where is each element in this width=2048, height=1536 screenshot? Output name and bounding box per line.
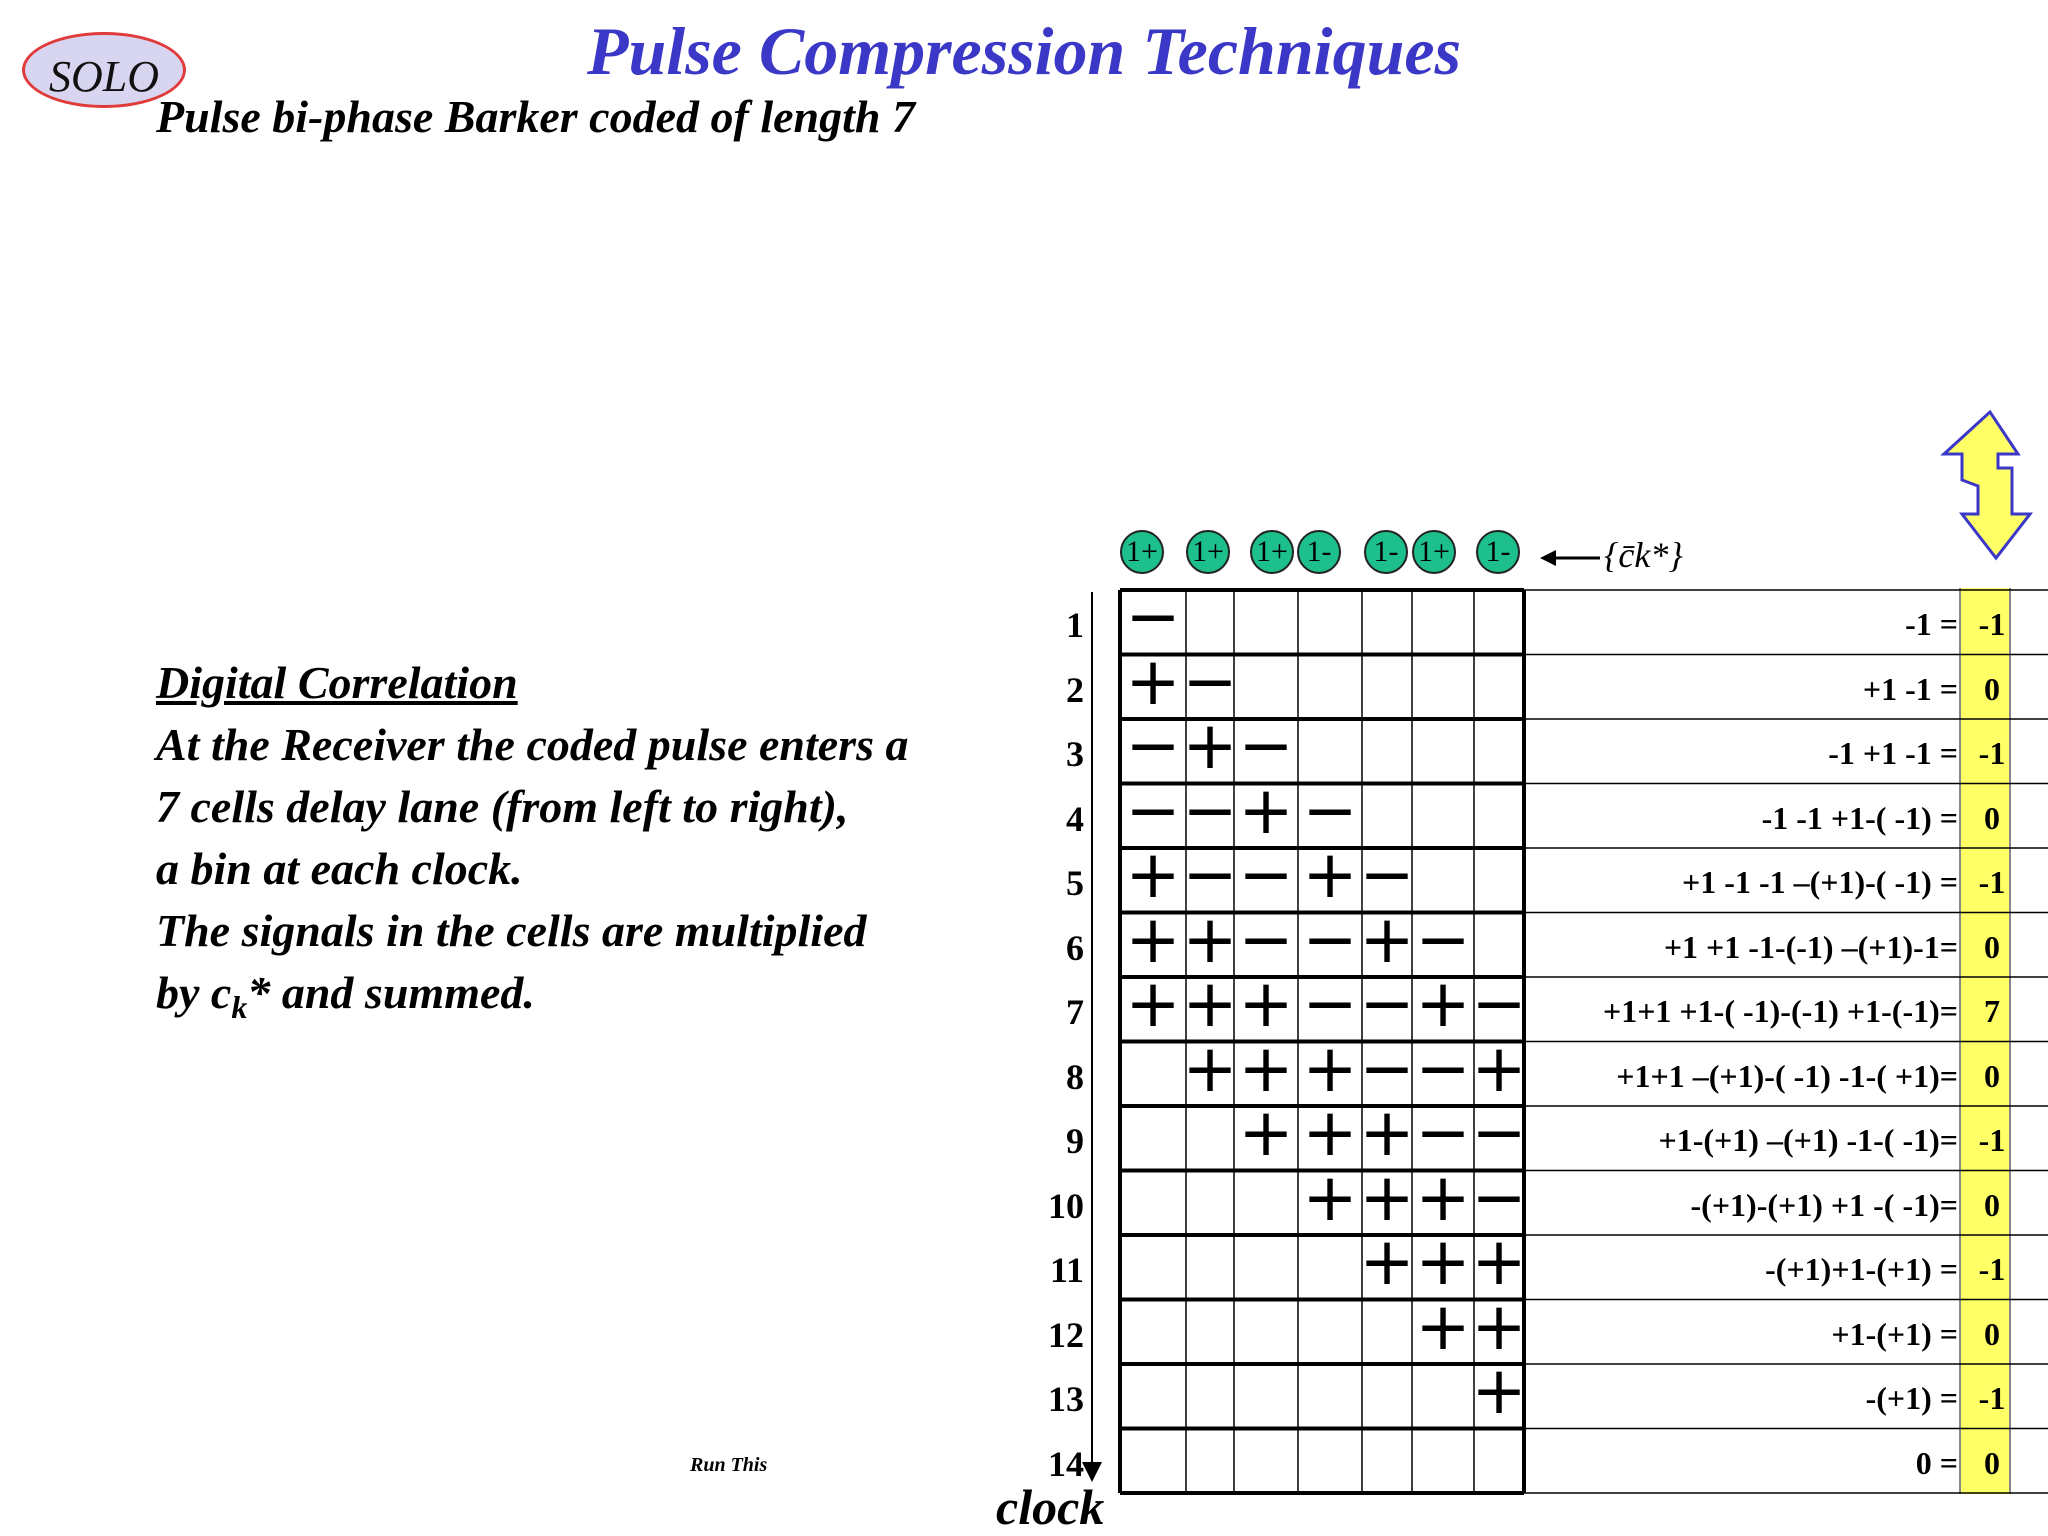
row-number: 8 [1066,1056,1084,1097]
cell-sign: − [1471,1158,1527,1236]
ck-arrow-icon [1540,550,1556,566]
clock-label: clock [996,1479,1105,1535]
cell-sign: − [1415,1094,1471,1171]
code-chip: 1- [1297,530,1341,574]
code-chip: 1+ [1186,530,1230,574]
cell-sign: + [1359,900,1415,978]
row-equation: -1 +1 -1 = [1828,735,1958,771]
cell-sign: + [1182,965,1238,1042]
row-number: 2 [1066,669,1084,710]
digital-correlation-heading: Digital Correlation [156,657,518,708]
cell-sign: + [1238,1094,1294,1171]
row-result: -1 [1978,1251,2006,1287]
code-chip: 1+ [1412,530,1456,574]
cell-sign: + [1471,1223,1527,1300]
cell-sign: + [1415,1158,1471,1236]
row-number: 9 [1066,1121,1084,1161]
run-this-link[interactable]: Run This [690,1454,768,1476]
row-result: 7 [1984,993,2000,1029]
row-number: 4 [1066,798,1084,839]
logo-text: SOLO [48,52,160,101]
row-equation: +1-(+1) = [1831,1315,1958,1352]
cell-sign: − [1238,836,1294,913]
cell-sign: − [1359,1029,1415,1107]
row-number: 11 [1049,1250,1084,1290]
cell-sign: − [1415,1029,1471,1107]
row-number: 7 [1066,992,1084,1032]
cell-sign: + [1415,1223,1471,1300]
row-result: 0 [1984,799,2000,836]
row-equation: -1 -1 +1-( -1) = [1761,799,1958,836]
row-equation: 0 = [1915,1444,1958,1481]
row-equation: -(+1)+1-(+1) = [1765,1251,1958,1287]
cell-sign: − [1302,771,1358,849]
row-equation: +1 +1 -1-(-1) –(+1)-1= [1663,928,1958,965]
row-number: 3 [1066,734,1084,774]
ck-conjugate-label: {c̄k*} [1604,535,1683,575]
row-equation: +1+1 –(+1)-( -1) -1-( +1)= [1616,1057,1958,1094]
cell-sign: + [1359,1223,1415,1300]
cell-sign: + [1302,1094,1358,1171]
cell-sign: − [1182,642,1238,720]
row-result: -1 [1978,864,2006,900]
row-number: 12 [1048,1314,1084,1355]
cell-sign: + [1125,836,1181,913]
cell-sign: + [1238,965,1294,1042]
row-number: 14 [1048,1443,1084,1484]
cell-sign: + [1471,1287,1527,1365]
cell-sign: + [1471,1029,1527,1107]
cell-sign: − [1182,836,1238,913]
row-equation: -1 = [1905,606,1958,642]
row-number: 13 [1048,1379,1084,1419]
cell-sign: + [1415,1287,1471,1365]
cell-sign: − [1471,965,1527,1042]
row-number: 5 [1066,863,1084,903]
row-equation: +1 -1 -1 –(+1)-( -1) = [1682,864,1958,900]
cell-sign: + [1125,642,1181,720]
cell-sign: − [1182,771,1238,849]
cell-sign: + [1125,900,1181,978]
cell-sign: − [1238,707,1294,784]
cell-sign: + [1415,965,1471,1042]
slide-subtitle: Pulse bi-phase Barker coded of length 7 [156,91,915,142]
row-equation: -(+1) = [1865,1380,1958,1416]
cell-sign: + [1302,836,1358,913]
cell-sign: + [1359,1094,1415,1171]
code-chip: 1- [1364,530,1408,574]
code-chip: 1+ [1120,530,1164,574]
cell-sign: + [1182,707,1238,784]
row-result: 0 [1984,1444,2000,1481]
row-result: 0 [1984,670,2000,707]
code-chip: 1+ [1250,530,1294,574]
description-line: 7 cells delay lane (from left to right), [156,781,849,832]
row-result: -1 [1978,1380,2006,1416]
row-equation: +1+1 +1-( -1)-(-1) +1-(-1)= [1602,993,1958,1029]
cell-sign: − [1125,707,1181,784]
description-line: The signals in the cells are multiplied [156,905,867,956]
cell-sign: + [1125,965,1181,1042]
cell-sign: − [1302,965,1358,1042]
row-result: 0 [1984,928,2000,965]
cell-sign: + [1238,1029,1294,1107]
subscript-k: k [231,989,248,1026]
row-result: 0 [1984,1186,2000,1223]
cell-sign: − [1125,771,1181,849]
cell-sign: − [1415,900,1471,978]
row-result: -1 [1978,1122,2006,1158]
row-equation: -(+1)-(+1) +1 -( -1)= [1690,1186,1958,1223]
cell-sign: + [1302,1158,1358,1236]
row-result: 0 [1984,1057,2000,1094]
row-equation: +1 -1 = [1862,670,1958,707]
cell-sign: − [1238,900,1294,978]
cell-sign: − [1359,965,1415,1042]
row-result: -1 [1978,606,2006,642]
description-line: a bin at each clock. [156,843,523,894]
cell-sign: + [1359,1158,1415,1236]
description-text: * and summed. [247,967,535,1018]
cell-sign: + [1302,1029,1358,1107]
slide-title: Pulse Compression Techniques [586,13,1462,89]
row-number: 1 [1066,605,1084,645]
cell-sign: + [1182,900,1238,978]
row-result: -1 [1978,735,2006,771]
description-line: At the Receiver the coded pulse enters a [156,719,909,770]
cell-sign: + [1182,1029,1238,1107]
cell-sign: − [1359,836,1415,913]
row-number: 6 [1066,927,1084,968]
yellow-arrow-icon [1944,412,2030,558]
description-text: by c [156,967,232,1018]
cell-sign: + [1238,771,1294,849]
cell-sign: − [1471,1094,1527,1171]
row-result: 0 [1984,1315,2000,1352]
cell-sign: + [1471,1352,1527,1429]
cell-sign: − [1125,578,1181,655]
code-chip: 1- [1476,530,1520,574]
row-number: 10 [1048,1185,1084,1226]
row-equation: +1-(+1) –(+1) -1-( -1)= [1658,1122,1958,1158]
cell-sign: − [1302,900,1358,978]
